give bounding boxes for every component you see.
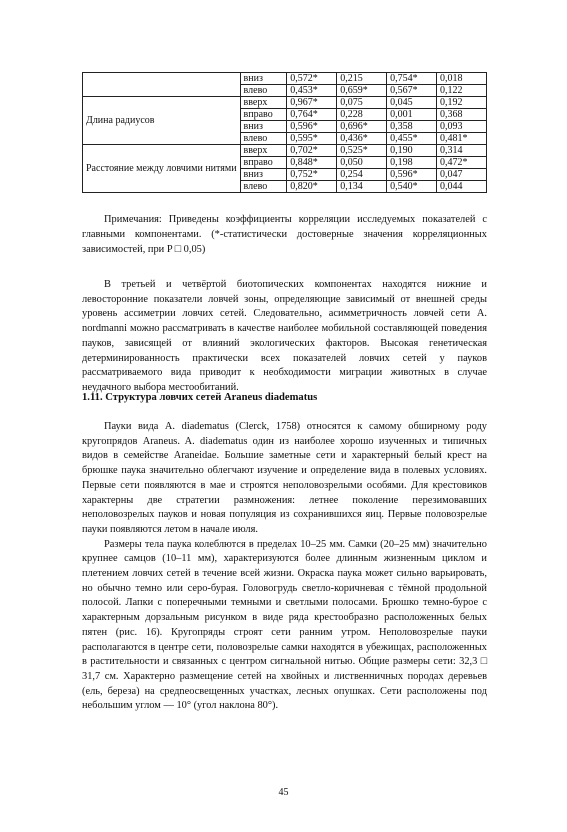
notes-text: Примечания: Приведены коэффициенты корреляции исследуемых показателей с главными компонентами. (*-статистически достоверные значения корреляционных зависимостей, при P □ 0,05): [82, 214, 487, 255]
table-cell-value: 0,122: [437, 85, 487, 97]
table-cell-value: 0,192: [437, 97, 487, 109]
table-cell-value: 0,540*: [387, 181, 437, 193]
table-cell-value: 0,001: [387, 109, 437, 121]
table-cell-value: 0,481*: [437, 133, 487, 145]
table-cell-value: 0,358: [387, 121, 437, 133]
table-cell-value: 0,567*: [387, 85, 437, 97]
table-notes: [82, 212, 487, 257]
table-row: [83, 73, 487, 85]
table-cell-value: 0,093: [437, 121, 487, 133]
table-cell-value: 0,198: [387, 157, 437, 169]
table-cell-value: 0,047: [437, 169, 487, 181]
table-cell-value: 0,572*: [287, 73, 337, 85]
table-cell-direction: влево: [240, 85, 287, 97]
table-cell-value: 0,455*: [387, 133, 437, 145]
correlation-table: [82, 72, 487, 193]
body-section-2: [82, 420, 487, 714]
table-cell-value: 0,820*: [287, 181, 337, 193]
table-row: [83, 145, 487, 157]
table-cell-value: 0,848*: [287, 157, 337, 169]
table-cell-value: 0,436*: [337, 133, 387, 145]
table-cell-value: 0,754*: [387, 73, 437, 85]
table-cell-value: 0,696*: [337, 121, 387, 133]
table-cell-value: 0,215: [337, 73, 387, 85]
body-section-1: [82, 278, 487, 396]
table-cell-direction: вверх: [240, 97, 287, 109]
table-group-cell: [83, 73, 241, 97]
table-cell-value: 0,453*: [287, 85, 337, 97]
table-cell-direction: вниз: [240, 73, 287, 85]
table-cell-value: 0,228: [337, 109, 387, 121]
paragraph: Пауки вида A. diadematus (Clerck, 1758) относятся к самому обширному роду кругопрядов Araneus. A. diadematus один из наиболее хорошо изученных и типичных видов в семействе Araneidae. Большие заметные сети и характерный белый крест на брюшке паука значительно облегчают изучение и определение вида в полевых условиях. Первые сети появляются в мае и строятся неполовозрелыми особями. Для крестовиков характерны две стратегии размножения: летнее поколение перезимовавших неполовозрелых пауков и новая популяция из сохранившихся яиц. Первые половозрелые пауки появляются летом в начале июля.: [82, 421, 487, 535]
table-cell-direction: вниз: [240, 121, 287, 133]
table-cell-value: 0,190: [387, 145, 437, 157]
paragraph: Размеры тела паука колеблются в пределах 10–25 мм. Самки (20–25 мм) значительно крупнее самцов (10–11 мм), характеризуются более длинным жизненным циклом и плетением ловчих сетей в течение всей жизни. Окраска паука может сильно варьировать, но обычно темно или серо-бурая. Головогрудь светло-коричневая с тёмной продольной полосой. Лапки с поперечными темными и светлыми полосами. Брюшко темно-бурое с характерным дорзальным рисунком в виде ряда крестообразно расположенных белых пятен (рис. 16). Кругопряды строят сети ранним утром. Неполовозрелые пауки располагаются в центре сети, половозрелые самки находятся в убежищах, расположенных в растительности и связанных с центром сигнальной нитью. Общие размеры сети: 32,3 □ 31,7 см. Характерно размещение сетей на хвойных и лиственничных породах деревьев (ель, береза) на средneосвещенных участках, лесных опушках. Сети расположены под небольшим углом — 10° (угол наклона 80°).: [82, 538, 487, 712]
table-group-label: Длина радиусов: [83, 97, 241, 145]
table-cell-value: 0,050: [337, 157, 387, 169]
table-cell-value: 0,967*: [287, 97, 337, 109]
table-cell-value: 0,075: [337, 97, 387, 109]
section-heading: 1.11. Структура ловчих сетей Araneus diadematus: [82, 392, 318, 403]
table-cell-value: 0,314: [437, 145, 487, 157]
table-cell-direction: вниз: [240, 169, 287, 181]
table-cell-value: 0,595*: [287, 133, 337, 145]
table-cell-value: 0,752*: [287, 169, 337, 181]
table-cell-direction: влево: [240, 181, 287, 193]
table-cell-direction: вправо: [240, 157, 287, 169]
table-cell-value: 0,525*: [337, 145, 387, 157]
table-cell-direction: вправо: [240, 109, 287, 121]
table-cell-direction: влево: [240, 133, 287, 145]
table-cell-value: 0,254: [337, 169, 387, 181]
table-row: [83, 97, 487, 109]
table-cell-value: 0,596*: [387, 169, 437, 181]
table-cell-value: 0,659*: [337, 85, 387, 97]
paragraph: В третьей и четвёртой биотопических компонентах находятся нижние и левосторонние показатели ловчей зоны, определяющие зависимый от внешней среды уровень ассиметрии ловчих сетей. Следовательно, асимметричность ловчей сети A. nordmanni можно рассматривать в качестве наиболее мобильной составляющей поведения пауков, зависящей от влияний экологических факторов. Высокая генетическая детерминированность практически всех показателей ловчих сетей у пауков рассматриваемого вида приводит к необходимости миграции животных в случае неудачного выбора местообитаний.: [82, 279, 487, 393]
table-cell-value: 0,596*: [287, 121, 337, 133]
table-cell-value: 0,018: [437, 73, 487, 85]
table-cell-direction: вверх: [240, 145, 287, 157]
table-cell-value: 0,702*: [287, 145, 337, 157]
table-cell-value: 0,472*: [437, 157, 487, 169]
table-group-label: Расстояние между ловчими нитями: [83, 145, 241, 193]
table-cell-value: 0,045: [387, 97, 437, 109]
page-number: 45: [278, 787, 289, 798]
table-cell-value: 0,764*: [287, 109, 337, 121]
table-cell-value: 0,044: [437, 181, 487, 193]
table-cell-value: 0,134: [337, 181, 387, 193]
table-cell-value: 0,368: [437, 109, 487, 121]
